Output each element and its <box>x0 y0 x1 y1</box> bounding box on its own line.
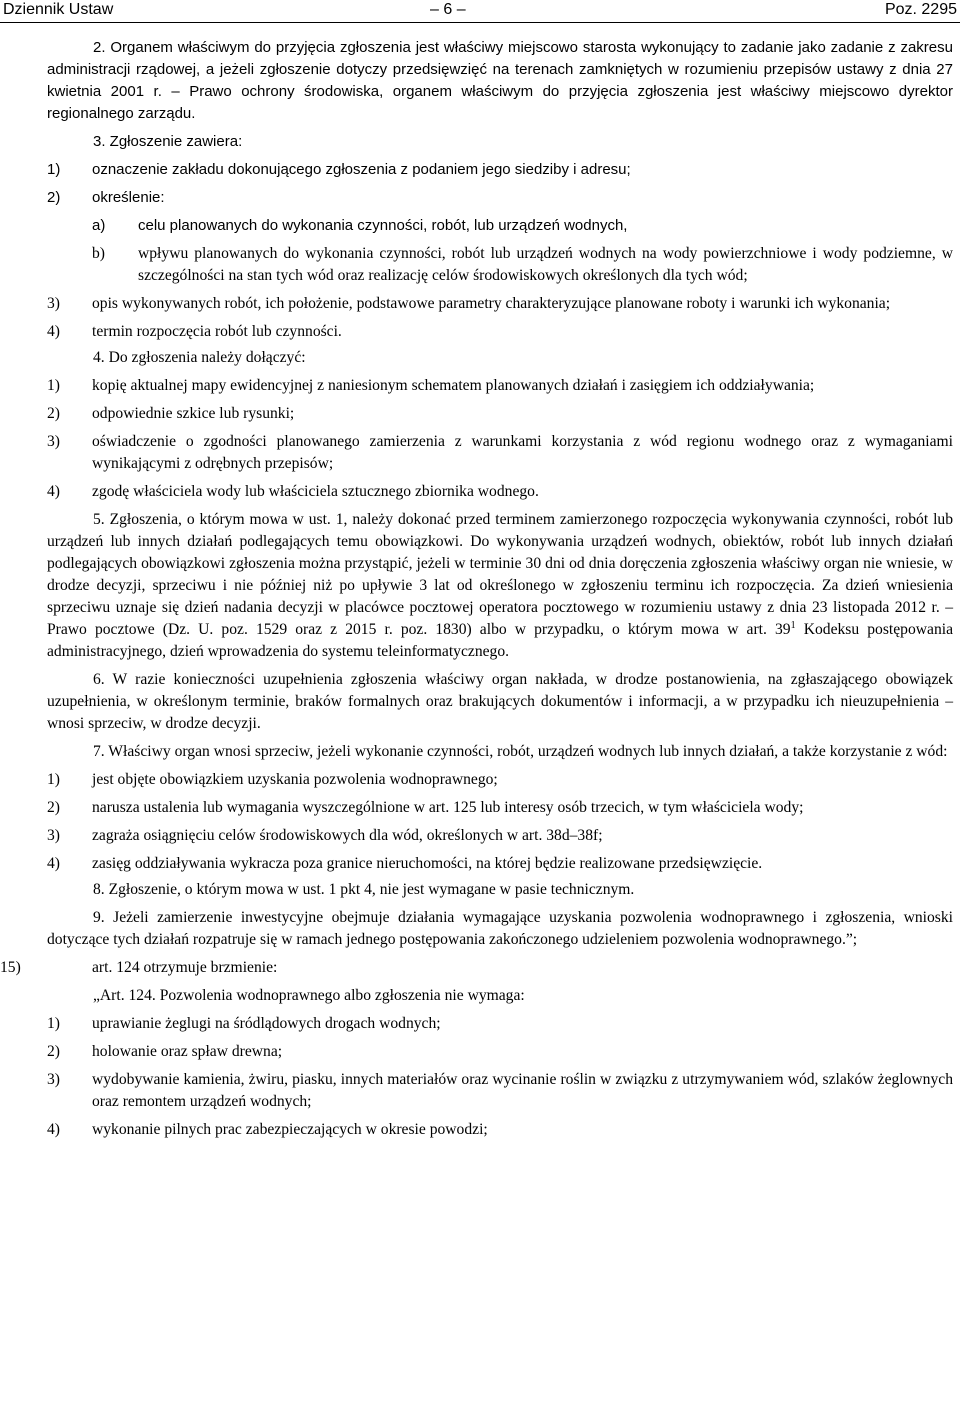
list-item: 4) zasięg oddziaływania wykracza poza granice nieruchomości, na której będzie realizowane przedsięwzięcie. <box>47 855 763 872</box>
list-item: 3) wydobywanie kamienia, żwiru, piasku, innych materiałów oraz wycinanie roślin w związku z utrzymywaniem wód, szlaków żeglownych oraz remontem urządzeń wodnych; <box>47 1071 953 1110</box>
paragraph-3: 3. Zgłoszenie zawiera: <box>93 133 243 150</box>
paragraph-9: 9. Jeżeli zamierzenie inwestycyjne obejmuje działania wymagające uzyskania pozwolenia wodnoprawnego i zgłoszenia, wnioski dotyczące tych działań rozpatruje się w ramach jednego postępowania zakończonego udzieleniem pozwolenia wodnoprawnego.”; <box>47 909 953 948</box>
position-number: Poz. 2295 <box>884 1 957 18</box>
list-item: 3) zagraża osiągnięciu celów środowiskowych dla wód, określonych w art. 38d–38f; <box>47 827 603 844</box>
amendment-item-15: 15) art. 124 otrzymuje brzmienie: <box>0 959 278 976</box>
list-item: 4) zgodę właściciela wody lub właściciela sztucznego zbiornika wodnego. <box>47 483 539 500</box>
list-item: 3) opis wykonywanych robót, ich położenie, podstawowe parametry charakteryzujące planowane roboty i warunki ich wykonania; <box>47 295 891 312</box>
paragraph-2: 2. Organem właściwym do przyjęcia zgłoszenia jest właściwy miejscowo starosta wykonujący to zadanie jako zadanie z zakresu administracji rządowej, a jeżeli zgłoszenie dotyczy przedsięwzięć na terenach zamkniętych w rozumieniu przepisów ustawy z dnia 27 kwietnia 2001 r. – Prawo ochrony środowiska, organem właściwym do przyjęcia zgłoszenia jest właściwy miejscowo dyrektor regionalnego zarządu. <box>47 39 953 122</box>
page-header <box>0 0 960 23</box>
paragraph-8: 8. Zgłoszenie, o którym mowa w ust. 1 pkt 4, nie jest wymagane w pasie technicznym. <box>93 881 635 898</box>
list-item: 1) jest objęte obowiązkiem uzyskania pozwolenia wodnoprawnego; <box>47 771 498 788</box>
list-item: a) celu planowanych do wykonania czynności, robót, lub urządzeń wodnych, <box>92 217 628 234</box>
paragraph-4: 4. Do zgłoszenia należy dołączyć: <box>93 349 306 366</box>
list-item: 2) określenie: <box>47 189 165 206</box>
page-number: – 6 – <box>430 1 466 18</box>
list-item: 2) narusza ustalenia lub wymagania wyszczególnione w art. 125 lub interesy osób trzecich, w tym właściciela wody; <box>47 799 804 816</box>
list-item: b) wpływu planowanych do wykonania czynności, robót lub urządzeń wodnych na wody powierzchniowe i wody podziemne, w szczególności na stan tych wód oraz realizację celów środowiskowych określonych dla tych wód; <box>92 245 953 284</box>
document-body <box>0 37 953 1141</box>
list-item: 4) termin rozpoczęcia robót lub czynności. <box>47 323 342 340</box>
list-item: 3) oświadczenie o zgodności planowanego zamierzenia z warunkami korzystania z wód regionu wodnego oraz z wymaganiami wynikającymi z odrębnych przepisów; <box>47 433 953 472</box>
journal-title: Dziennik Ustaw <box>3 1 114 18</box>
list-item: 4) wykonanie pilnych prac zabezpieczających w okresie powodzi; <box>47 1121 488 1138</box>
paragraph-7: 7. Właściwy organ wnosi sprzeciw, jeżeli wykonanie czynności, robót, urządzeń wodnych lub innych działań, a także korzystanie z wód: <box>93 743 948 760</box>
paragraph-6: 6. W razie konieczności uzupełnienia zgłoszenia właściwy organ nakłada, w drodze postanowienia, na zgłaszającego obowiązek uzupełnienia, w określonym terminie, braków formalnych oraz brakujących dokumentów i informacji, a w przypadku ich nieuzupełnienia – wnosi sprzeciw, w drodze decyzji. <box>47 671 953 732</box>
list-item: 1) uprawianie żeglugi na śródlądowych drogach wodnych; <box>47 1015 441 1032</box>
list-item: 2) holowanie oraz spław drewna; <box>47 1043 283 1060</box>
list-item: 1) oznaczenie zakładu dokonującego zgłoszenia z podaniem jego siedziby i adresu; <box>47 161 631 178</box>
paragraph-5: 5. Zgłoszenia, o którym mowa w ust. 1, należy dokonać przed terminem zamierzonego rozpoczęcia wykonywania czynności, robót lub urządzeń lub innych działań podlegających temu obowiązkowi. Do wykonywania urządzeń wodnych, obiektów, robót lub innych działań podlegających obowiązkowi zgłoszenia można przystąpić, jeżeli w terminie 30 dni od dnia doręczenia zgłoszenia właściwy organ nie wniesie, w drodze decyzji, sprzeciwu i nie później niż po upływie 3 lat od określonego w zgłoszeniu terminu ich rozpoczęcia. Za dzień wniesienia sprzeciwu uznaje się dzień nadania decyzji w placówce pocztowej operatora pocztowego w rozumieniu ustawy z dnia 23 listopada 2012 r. – Prawo pocztowe (Dz. U. poz. 1529 oraz z 2015 r. poz. 1830) albo w przypadku, o którym mowa w art. $39^1$ Kodeksu postępowania administracyjnego, dzień wprowadzenia do systemu teleinformatycznego. <box>47 511 953 660</box>
article-124-heading: „Art. 124. Pozwolenia wodnoprawnego albo zgłoszenia nie wymaga: <box>93 987 525 1004</box>
list-item: 1) kopię aktualnej mapy ewidencyjnej z naniesionym schematem planowanych działań i zasięgiem ich oddziaływania; <box>47 377 815 394</box>
list-item: 2) odpowiednie szkice lub rysunki; <box>47 405 295 422</box>
